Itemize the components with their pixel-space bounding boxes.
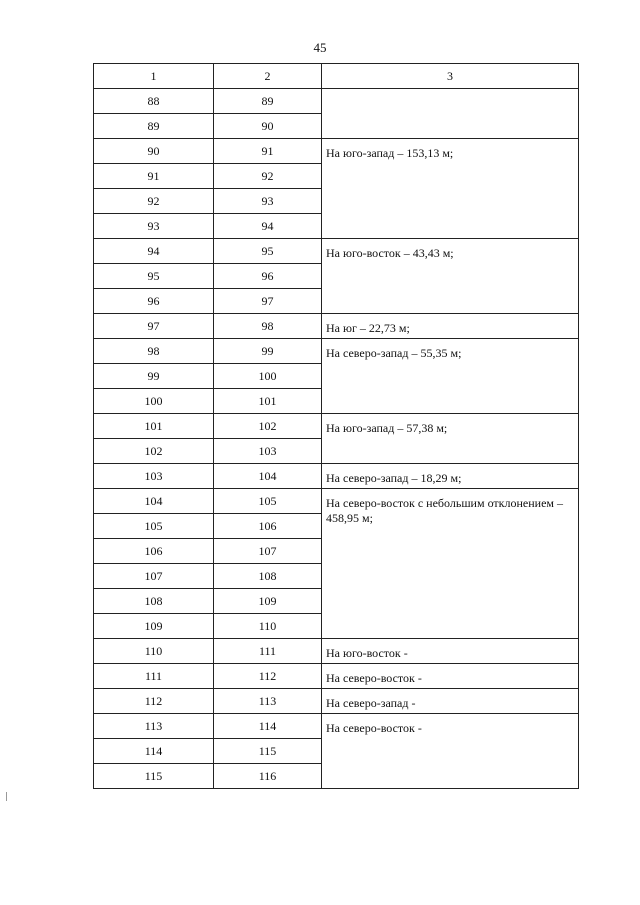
from-point-cell: 95 xyxy=(94,264,214,289)
direction-description-cell xyxy=(322,89,579,139)
to-point-cell: 98 xyxy=(214,314,322,339)
from-point-cell: 106 xyxy=(94,539,214,564)
from-point-cell: 91 xyxy=(94,164,214,189)
from-point-cell: 104 xyxy=(94,489,214,514)
table-row xyxy=(94,489,579,514)
from-point-cell: 109 xyxy=(94,614,214,639)
from-point-cell: 93 xyxy=(94,214,214,239)
column-header: 2 xyxy=(214,64,322,89)
from-point-cell: 113 xyxy=(94,714,214,739)
from-point-cell: 105 xyxy=(94,514,214,539)
from-point-cell: 98 xyxy=(94,339,214,364)
to-point-cell: 104 xyxy=(214,464,322,489)
coordinates-table xyxy=(93,63,579,789)
from-point-cell: 111 xyxy=(94,664,214,689)
table-row xyxy=(94,314,579,339)
direction-description-cell: На юго-восток - xyxy=(322,639,579,664)
from-point-cell: 108 xyxy=(94,589,214,614)
direction-description-cell: На северо-запад – 55,35 м; xyxy=(322,339,579,414)
table-body xyxy=(94,89,579,789)
to-point-cell: 103 xyxy=(214,439,322,464)
table-row xyxy=(94,689,579,714)
to-point-cell: 108 xyxy=(214,564,322,589)
direction-description-cell: На юго-запад – 57,38 м; xyxy=(322,414,579,464)
to-point-cell: 97 xyxy=(214,289,322,314)
to-point-cell: 90 xyxy=(214,114,322,139)
table-row xyxy=(94,414,579,439)
to-point-cell: 110 xyxy=(214,614,322,639)
to-point-cell: 93 xyxy=(214,189,322,214)
from-point-cell: 100 xyxy=(94,389,214,414)
to-point-cell: 96 xyxy=(214,264,322,289)
from-point-cell: 103 xyxy=(94,464,214,489)
to-point-cell: 107 xyxy=(214,539,322,564)
to-point-cell: 102 xyxy=(214,414,322,439)
to-point-cell: 99 xyxy=(214,339,322,364)
from-point-cell: 99 xyxy=(94,364,214,389)
to-point-cell: 100 xyxy=(214,364,322,389)
to-point-cell: 111 xyxy=(214,639,322,664)
to-point-cell: 115 xyxy=(214,739,322,764)
to-point-cell: 89 xyxy=(214,89,322,114)
direction-description-cell: На северо-восток - xyxy=(322,714,579,789)
to-point-cell: 92 xyxy=(214,164,322,189)
to-point-cell: 101 xyxy=(214,389,322,414)
direction-description-cell: На юго-восток – 43,43 м; xyxy=(322,239,579,314)
table-header-row xyxy=(94,64,579,89)
table-row xyxy=(94,339,579,364)
from-point-cell: 92 xyxy=(94,189,214,214)
direction-description-cell: На северо-запад – 18,29 м; xyxy=(322,464,579,489)
to-point-cell: 94 xyxy=(214,214,322,239)
direction-description-cell: На юг – 22,73 м; xyxy=(322,314,579,339)
from-point-cell: 96 xyxy=(94,289,214,314)
from-point-cell: 97 xyxy=(94,314,214,339)
column-header: 3 xyxy=(322,64,579,89)
from-point-cell: 107 xyxy=(94,564,214,589)
direction-description-cell: На северо-восток - xyxy=(322,664,579,689)
table-row xyxy=(94,664,579,689)
to-point-cell: 105 xyxy=(214,489,322,514)
table-row xyxy=(94,89,579,114)
to-point-cell: 113 xyxy=(214,689,322,714)
table-row xyxy=(94,714,579,739)
from-point-cell: 112 xyxy=(94,689,214,714)
to-point-cell: 114 xyxy=(214,714,322,739)
direction-description-cell: На юго-запад – 153,13 м; xyxy=(322,139,579,239)
to-point-cell: 109 xyxy=(214,589,322,614)
table-row xyxy=(94,639,579,664)
direction-description-cell: На северо-запад - xyxy=(322,689,579,714)
from-point-cell: 102 xyxy=(94,439,214,464)
table-row xyxy=(94,464,579,489)
from-point-cell: 115 xyxy=(94,764,214,789)
column-header: 1 xyxy=(94,64,214,89)
from-point-cell: 88 xyxy=(94,89,214,114)
to-point-cell: 106 xyxy=(214,514,322,539)
table-row xyxy=(94,239,579,264)
from-point-cell: 110 xyxy=(94,639,214,664)
to-point-cell: 112 xyxy=(214,664,322,689)
page-number: 45 xyxy=(313,40,327,55)
from-point-cell: 114 xyxy=(94,739,214,764)
to-point-cell: 116 xyxy=(214,764,322,789)
from-point-cell: 90 xyxy=(94,139,214,164)
from-point-cell: 101 xyxy=(94,414,214,439)
from-point-cell: 89 xyxy=(94,114,214,139)
to-point-cell: 95 xyxy=(214,239,322,264)
table-row xyxy=(94,139,579,164)
direction-description-cell: На северо-восток с небольшим отклонением – 458,95 м; xyxy=(322,489,579,639)
margin-mark xyxy=(6,792,7,801)
to-point-cell: 91 xyxy=(214,139,322,164)
from-point-cell: 94 xyxy=(94,239,214,264)
